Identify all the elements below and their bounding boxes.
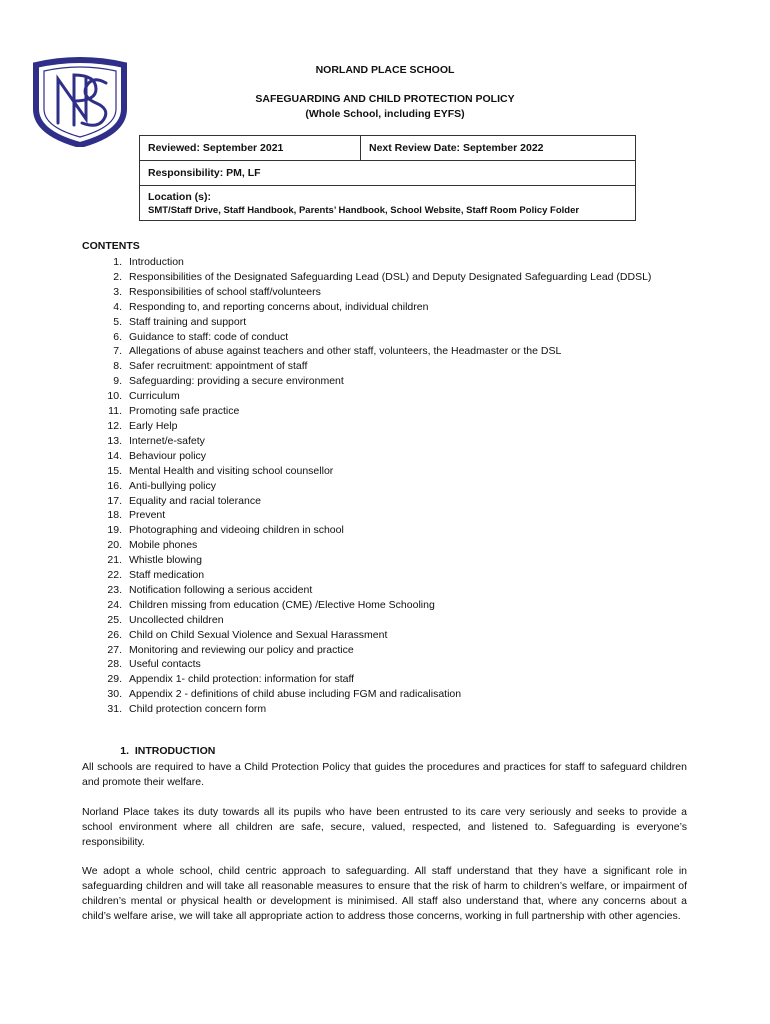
contents-item-text: Introduction	[129, 256, 184, 268]
contents-item-text: Anti-bullying policy	[129, 479, 216, 492]
contents-item-number: 2.	[113, 270, 122, 283]
contents-item-text: Children missing from education (CME) /Elective Home Schooling	[129, 598, 435, 611]
contents-item-number: 23.	[107, 583, 122, 596]
contents-item	[82, 419, 687, 434]
contents-item-text: Notification following a serious accident	[129, 583, 313, 596]
contents-item-number: 5.	[113, 315, 122, 328]
contents-item-text: Mobile phones	[129, 539, 198, 552]
contents-item-number: 13.	[107, 434, 122, 447]
contents-item-number: 9.	[113, 375, 122, 388]
contents-item-number: 27.	[107, 643, 122, 656]
contents-item-text: Responding to, and reporting concerns about, individual children	[129, 300, 429, 313]
contents-item-text: Whistle blowing	[129, 554, 202, 567]
intro-paragraph-3: We adopt a whole school, child centric approach to safeguarding. All staff understand that they have a significant role in safeguarding children and will take all reasonable measures to ensure that the risk of harm to children’s welfare, or impairment of children’s mental or physical health or development is minimised. All staff also understand that, where any concerns about a child’s welfare arise, we will take all appropriate action to address those concerns, working in full partnership with other agencies.	[82, 865, 687, 922]
contents-item	[82, 657, 687, 672]
contents-item-number: 12.	[107, 419, 122, 432]
contents-item-text: Child on Child Sexual Violence and Sexual Harassment	[129, 628, 388, 641]
contents-item-text: Prevent	[129, 509, 166, 522]
contents-item-number: 31.	[107, 703, 122, 716]
contents-item-number: 16.	[107, 479, 122, 492]
contents-item-text: Monitoring and reviewing our policy and practice	[129, 643, 354, 656]
contents-item	[82, 255, 687, 270]
intro-paragraph-1: All schools are required to have a Child Protection Policy that guides the procedures and practices for staff to safeguard children and promote their welfare.	[82, 761, 687, 788]
contents-item-number: 30.	[107, 688, 122, 701]
contents-item	[82, 344, 687, 359]
table-of-contents	[82, 255, 687, 717]
intro-paragraph-2: Norland Place takes its duty towards all its pupils who have been entrusted to its care very seriously and seeks to provide a school environment where all children are safe, secure, valued, respected, and listened to. Safeguarding is everyone’s responsibility.	[82, 806, 687, 848]
contents-item	[82, 330, 687, 345]
contents-item	[82, 643, 687, 658]
contents-item	[82, 538, 687, 553]
contents-item-number: 29.	[107, 673, 122, 686]
contents-item-text: Appendix 2 - definitions of child abuse including FGM and radicalisation	[129, 688, 462, 701]
contents-item-number: 19.	[107, 524, 122, 537]
contents-item-number: 28.	[107, 658, 122, 671]
contents-item-text: Photographing and videoing children in school	[129, 524, 344, 537]
contents-item	[82, 628, 687, 643]
contents-item	[82, 270, 687, 285]
contents-item-number: 18.	[107, 509, 122, 522]
contents-item-number: 8.	[113, 360, 122, 373]
contents-item-number: 26.	[107, 628, 122, 641]
contents-item-number: 14.	[107, 449, 122, 462]
contents-item-number: 25.	[107, 613, 122, 626]
contents-item	[82, 598, 687, 613]
contents-item-text: Early Help	[129, 419, 178, 432]
school-name: NORLAND PLACE SCHOOL	[315, 64, 455, 76]
contents-item	[82, 568, 687, 583]
contents-item-number: 3.	[113, 285, 122, 298]
contents-item-text: Child protection concern form	[129, 703, 267, 716]
introduction-heading	[82, 745, 215, 757]
contents-item	[82, 508, 687, 523]
contents-item	[82, 687, 687, 702]
contents-item-text: Promoting safe practice	[129, 405, 240, 418]
contents-item-number: 22.	[107, 569, 122, 582]
contents-item	[82, 285, 687, 300]
contents-item	[82, 464, 687, 479]
contents-item-text: Mental Health and visiting school counsellor	[129, 464, 334, 477]
contents-item-text: Allegations of abuse against teachers and other staff, volunteers, the Headmaster or the DSL	[129, 345, 562, 358]
contents-item-text: Responsibilities of school staff/volunteers	[129, 285, 321, 298]
location-cell	[140, 186, 636, 221]
contents-item-text: Behaviour policy	[129, 449, 207, 462]
contents-item	[82, 553, 687, 568]
contents-item-text: Appendix 1- child protection: information for staff	[129, 673, 355, 686]
contents-item-text: Curriculum	[129, 390, 180, 403]
introduction-title: INTRODUCTION	[134, 745, 216, 757]
contents-item-number: 7.	[113, 345, 122, 358]
contents-item-text: Guidance to staff: code of conduct	[129, 330, 289, 343]
contents-item	[82, 479, 687, 494]
contents-item	[82, 672, 687, 687]
contents-item-number: 6.	[113, 330, 122, 343]
contents-item-number: 24.	[107, 598, 122, 611]
contents-item	[82, 434, 687, 449]
contents-item-number: 20.	[107, 539, 122, 552]
contents-item	[82, 359, 687, 374]
location-value: SMT/Staff Drive, Staff Handbook, Parents’ Handbook, School Website, Staff Room Policy Folder	[148, 204, 580, 216]
contents-item	[82, 702, 687, 717]
contents-item-number: 1.	[113, 256, 122, 268]
contents-item	[82, 494, 687, 509]
contents-item-text: Safer recruitment: appointment of staff	[129, 360, 308, 373]
contents-item	[82, 315, 687, 330]
contents-item-text: Equality and racial tolerance	[129, 494, 261, 507]
contents-item	[82, 449, 687, 464]
contents-item	[82, 523, 687, 538]
contents-item-number: 4.	[113, 300, 122, 313]
policy-title: SAFEGUARDING AND CHILD PROTECTION POLICY	[255, 93, 515, 105]
contents-item	[82, 613, 687, 628]
next-review-date: Next Review Date: September 2022	[361, 136, 636, 161]
policy-info-table	[139, 135, 636, 221]
contents-item	[82, 583, 687, 598]
contents-item	[82, 374, 687, 389]
policy-scope: (Whole School, including EYFS)	[305, 108, 465, 120]
contents-item-number: 21.	[107, 554, 122, 567]
contents-item-text: Uncollected children	[129, 613, 224, 626]
responsibility: Responsibility: PM, LF	[140, 161, 636, 186]
contents-item-text: Staff medication	[129, 569, 205, 582]
contents-item-number: 11.	[108, 405, 122, 418]
contents-item-number: 10.	[107, 390, 122, 403]
contents-item	[82, 404, 687, 419]
contents-item-text: Staff training and support	[129, 315, 247, 328]
contents-item	[82, 300, 687, 315]
introduction-number: 1.	[120, 745, 129, 757]
contents-item-text: Useful contacts	[129, 658, 201, 671]
contents-item-number: 17.	[107, 494, 122, 507]
contents-heading: CONTENTS	[82, 240, 140, 252]
reviewed-date: Reviewed: September 2021	[140, 136, 361, 161]
contents-item	[82, 389, 687, 404]
contents-item-text: Internet/e-safety	[129, 434, 205, 447]
contents-item-text: Responsibilities of the Designated Safeguarding Lead (DSL) and Deputy Designated Safeguarding Lead (DDSL)	[129, 270, 652, 283]
contents-item-text: Safeguarding: providing a secure environment	[129, 375, 344, 388]
contents-item-number: 15.	[107, 464, 122, 477]
location-label: Location (s):	[148, 190, 211, 203]
